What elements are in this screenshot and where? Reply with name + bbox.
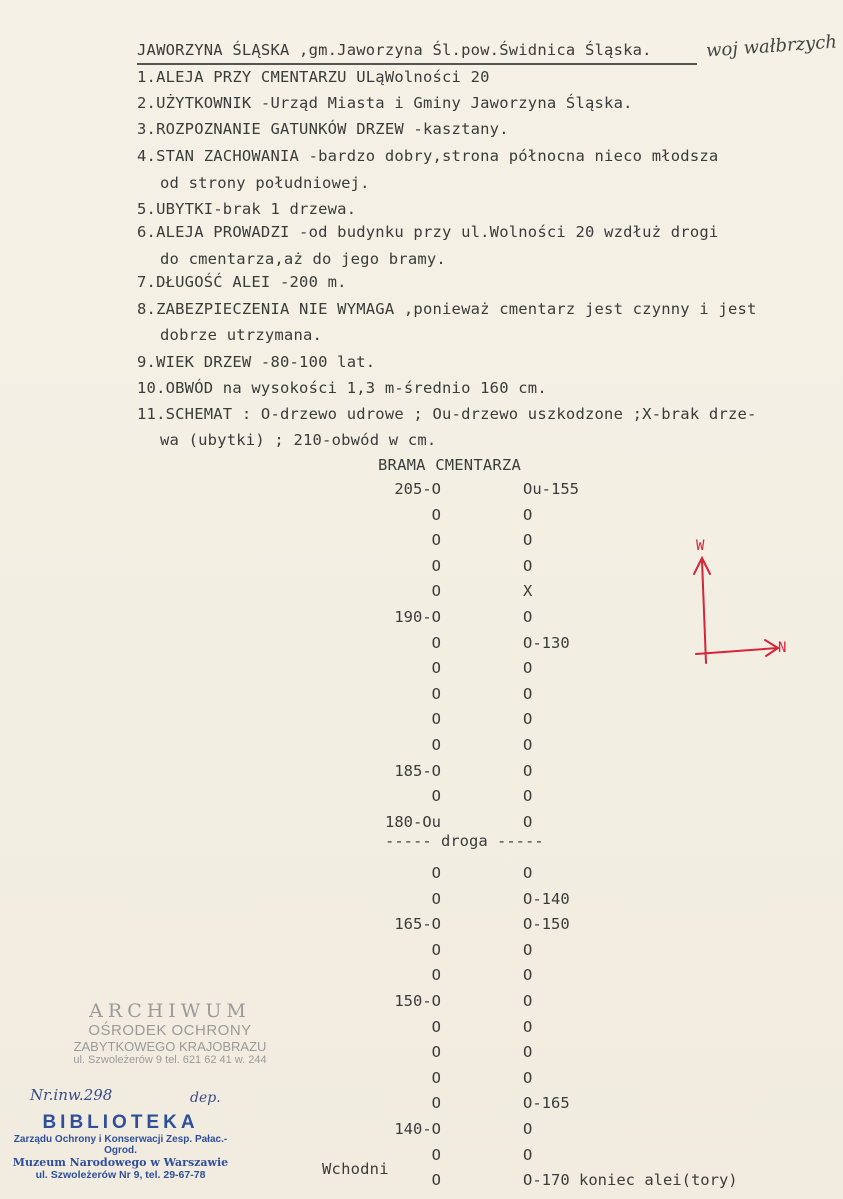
shelf-mark: Nr.inw.298	[30, 1086, 113, 1104]
schema-left-cell: O	[431, 889, 441, 908]
schema-left-cell: O	[431, 710, 441, 729]
schema-left-cell: O	[431, 633, 441, 652]
compass-north-label: N	[778, 640, 787, 656]
schema-right-cell: O	[523, 556, 533, 575]
item-1: 1.ALEJA PRZY CMENTARZU ULąWolności 20	[137, 68, 490, 86]
item-8: 8.ZABEZPIECZENIA NIE WYMAGA ,ponieważ cmentarz jest czynny i jest	[137, 300, 757, 318]
schema-right-cell: O	[523, 659, 533, 678]
schema-left-cell: O	[431, 864, 441, 882]
schema-right-cell: O	[523, 531, 533, 550]
schema-right-cell: O	[523, 992, 533, 1010]
library-stamp	[8, 1112, 233, 1181]
schema-right-cell: O	[523, 940, 533, 959]
archive-stamp-line4: ul. Szwoleżerów 9 tel. 621 62 41 w. 244	[73, 1054, 267, 1066]
schema-left-cell: O	[431, 1068, 441, 1087]
schema-left-cell: O	[431, 1017, 441, 1036]
item-7: 7.DŁUGOŚĆ ALEI -200 m.	[137, 273, 347, 291]
schema-right-cell: O	[523, 864, 533, 882]
item-5: 5.UBYTKI-brak 1 drzewa.	[137, 200, 357, 218]
schema-left-cell: 140-O	[394, 1120, 441, 1138]
road-label: ----- droga -----	[385, 832, 544, 851]
schema-left-cell: O	[431, 582, 441, 601]
east-label: Wchodni	[322, 1160, 389, 1178]
schema-right-cell: O-170 koniec alei(tory)	[523, 1171, 738, 1190]
schema-right-cell: O	[523, 1120, 533, 1138]
schema-left-cell: 185-O	[394, 761, 441, 780]
schema-left-cell: O	[431, 684, 441, 703]
archive-stamp-line2: OŚRODEK OCHRONY	[88, 1022, 252, 1039]
schema-right-cell: X	[523, 582, 533, 601]
schema-right-cell: O	[523, 1043, 533, 1062]
schema-right-cell: O-140	[523, 889, 570, 908]
schema-right-cell: O	[523, 710, 533, 729]
title-underline	[137, 63, 697, 65]
schema-right-cell: O	[523, 1017, 533, 1036]
schema-left-cell: O	[431, 556, 441, 575]
item-6-cont: do cmentarza,aż do jego bramy.	[160, 250, 446, 268]
compass-icon	[680, 530, 790, 680]
schema-left-cell: 150-O	[394, 992, 441, 1010]
schema-right-cell: O	[523, 684, 533, 703]
schema-left-cell: 190-O	[394, 608, 441, 626]
item-10: 10.OBWÓD na wysokości 1,3 m-średnio 160 cm.	[137, 379, 547, 397]
compass-west-label: W	[696, 538, 705, 554]
library-stamp-line2: Zarządu Ochrony i Konserwacji Zesp. Pałac.-Ogrod.	[13, 1134, 228, 1156]
schema-right-cell: O	[523, 608, 533, 626]
schema-right-cell: O	[523, 966, 533, 985]
handwritten-note: woj wałbrzych	[705, 31, 838, 62]
item-4-cont: od strony południowej.	[160, 174, 370, 192]
document-title: JAWORZYNA ŚLĄSKA ,gm.Jaworzyna Śl.pow.Świdnica Śląska.	[137, 41, 652, 59]
schema-left-cell: O	[431, 940, 441, 959]
item-4: 4.STAN ZACHOWANIA -bardzo dobry,strona północna nieco młodsza	[137, 147, 719, 165]
item-2: 2.UŻYTKOWNIK -Urząd Miasta i Gminy Jaworzyna Śląska.	[137, 94, 633, 112]
schema-right-cell: O	[523, 505, 533, 524]
item-11: 11.SCHEMAT : O-drzewo udrowe ; Ou-drzewo uszkodzone ;X-brak drze-	[137, 405, 757, 423]
item-6: 6.ALEJA PROWADZI -od budynku przy ul.Wolności 20 wzdłuż drogi	[137, 223, 719, 241]
archive-stamp	[60, 1000, 280, 1066]
schema-right-cell: O-150	[523, 915, 570, 934]
schema-left-cell: 180-Ou	[385, 812, 441, 831]
item-11-cont: wa (ubytki) ; 210-obwód w cm.	[160, 431, 437, 449]
item-9: 9.WIEK DRZEW -80-100 lat.	[137, 353, 376, 371]
library-stamp-line3: Muzeum Narodowego w Warszawie	[12, 1156, 229, 1169]
schema-right-cell: Ou-155	[523, 480, 579, 498]
library-stamp-line4: ul. Szwoleżerów Nr 9, tel. 29-67-78	[35, 1169, 206, 1181]
schema-right-cell: O	[523, 761, 533, 780]
schema-right-cell: O	[523, 736, 533, 754]
schema-left-cell: 165-O	[394, 915, 441, 934]
schema-left-cell: O	[431, 1043, 441, 1062]
schema-left-cell: O	[431, 1094, 441, 1113]
schema-left-cell: O	[431, 659, 441, 678]
item-8-cont: dobrze utrzymana.	[160, 326, 323, 344]
schema-right-cell: O	[523, 1145, 533, 1164]
schema-left-cell: O	[431, 966, 441, 985]
shelf-note: dep.	[190, 1090, 221, 1106]
archive-stamp-line3: ZABYTKOWEGO KRAJOBRAZU	[73, 1039, 267, 1054]
archive-stamp-title: ARCHIWUM	[89, 1000, 251, 1022]
item-3: 3.ROZPOZNANIE GATUNKÓW DRZEW -kasztany.	[137, 120, 509, 138]
schema-right-cell: O-130	[523, 633, 570, 652]
schema-right-cell: O	[523, 812, 533, 831]
library-stamp-title: BIBLIOTEKA	[42, 1112, 199, 1133]
schema-right-cell: O	[523, 787, 533, 806]
schema-left-cell: O	[431, 531, 441, 550]
schema-left-cell: 205-O	[394, 480, 441, 498]
schema-left-cell: O	[431, 736, 441, 754]
schema-right-cell: O	[523, 1068, 533, 1087]
schema-left-cell: O	[431, 505, 441, 524]
schema-right-cell: O-165	[523, 1094, 570, 1113]
schema-left-cell: O	[431, 1145, 441, 1164]
schema-left-cell: O	[431, 787, 441, 806]
gate-label: BRAMA CMENTARZA	[378, 456, 521, 474]
schema-left-cell: O	[431, 1171, 441, 1190]
